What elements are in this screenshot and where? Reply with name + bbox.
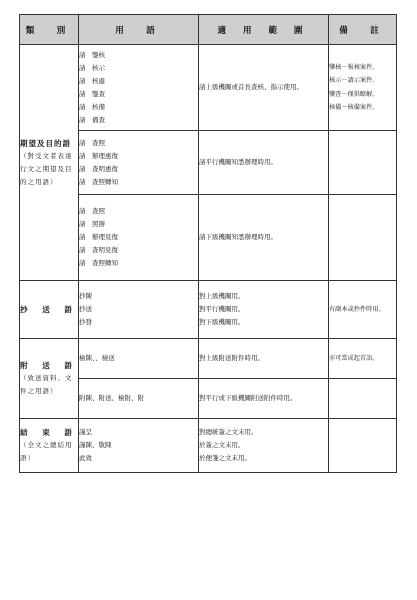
scope-cell: 請下級機關知悉辦理時用。: [199, 195, 329, 281]
header-terms: 用 語: [79, 15, 199, 45]
term-item: 抄送: [79, 305, 92, 313]
category-cell: [20, 339, 79, 419]
scope-cell: [199, 281, 329, 339]
table-row: [20, 419, 397, 473]
note-line: 核備－核備案件。: [329, 104, 379, 111]
terms-cell: [79, 379, 199, 419]
terms-cell: [79, 281, 199, 339]
term-item: 請 查照轉知: [79, 259, 118, 267]
category-cell: [20, 45, 79, 281]
term-item: 請 核處: [79, 76, 105, 85]
term-item: 請 備查: [79, 115, 105, 124]
scope-line: 對平行機關用。: [199, 305, 245, 313]
scope-line: 於簽之文末用。: [199, 441, 245, 449]
note-line: 有副本或抄件時用。: [329, 305, 385, 313]
term-item: 請 查照: [79, 207, 105, 215]
term-item: 請 查明見復: [79, 246, 118, 254]
note-line: 核示－請示案件。: [329, 77, 379, 84]
term-item: 請 查照轉知: [79, 177, 118, 186]
terms-cell: [79, 45, 199, 131]
scope-line: 對下級機關用。: [199, 318, 245, 326]
category-title: 抄 送 語: [20, 305, 78, 314]
scope-cell: [199, 419, 329, 473]
terms-cell: [79, 131, 199, 195]
header-notes: 備 註: [329, 15, 397, 45]
term-item: 抄陳: [79, 292, 92, 300]
category-cell: [20, 281, 79, 339]
term-item: 請 核示: [79, 63, 105, 72]
category-subtitle: （對受文者表達行文之期望及目的之用語）: [20, 151, 73, 186]
term-item: 請 查照: [79, 138, 105, 147]
header-scope: 適 用 範 圍: [199, 15, 329, 45]
term-item: 附陳、附送、檢附、附: [79, 394, 144, 402]
note-cell: [329, 419, 397, 473]
category-subtitle: （致送資料、文件之用語）: [20, 374, 73, 395]
note-line: 鑒查－僅供瞭解。: [329, 90, 379, 98]
official-terms-table: [19, 14, 397, 473]
note-line: 亦可當成起首語。: [329, 354, 379, 362]
term-item: 請 辦理見復: [79, 233, 118, 241]
table-row: [20, 281, 397, 339]
term-item: 請 鑒核: [79, 50, 105, 59]
term-item: 請 核備: [79, 102, 105, 111]
term-item: 此致: [79, 454, 92, 462]
category-cell: [20, 419, 79, 473]
note-line: 鑒核－報核案件。: [329, 63, 379, 71]
term-item: 謹陳、敬陳: [79, 441, 112, 449]
term-item: 請 照辦: [79, 220, 105, 228]
term-item: 請 查明惠復: [79, 164, 118, 173]
category-title: 期望及目的語: [20, 138, 71, 148]
term-item: 請 鑒查: [79, 89, 105, 98]
note-cell: [329, 281, 397, 339]
scope-cell: 對上級附送附件時用。: [199, 339, 329, 379]
note-cell: [329, 45, 397, 131]
header-row: [20, 15, 397, 45]
terms-cell: [79, 339, 199, 379]
terms-cell: [79, 195, 199, 281]
scope-line: 對上級機關用。: [199, 292, 245, 300]
term-item: 謹呈: [79, 428, 92, 436]
scope-line: 對總統簽之文末用。: [199, 428, 258, 436]
note-cell: [329, 195, 397, 281]
term-item: 抄發: [79, 318, 92, 326]
term-item: 檢陳、、檢送: [79, 354, 115, 362]
note-cell: [329, 339, 397, 379]
scope-cell: 請上級機關或首長查核、指示使用。: [199, 45, 329, 131]
note-cell: [329, 379, 397, 419]
header-category: 類 別: [20, 15, 79, 45]
term-item: 請 辦理惠復: [79, 151, 118, 160]
category-title: 附 送 語: [20, 361, 78, 370]
scope-line: 於便箋之文末用。: [199, 454, 251, 462]
scope-cell: 請平行機關知悉辦理時用。: [199, 131, 329, 195]
terms-cell: [79, 419, 199, 473]
table-row: [20, 339, 397, 379]
table-row: [20, 45, 397, 131]
scope-cell: 對平行或下級機關附送附件時用。: [199, 379, 329, 419]
note-cell: [329, 131, 397, 195]
category-subtitle: （全文之總結用語）: [20, 441, 73, 462]
category-title: 結 束 語: [20, 428, 78, 437]
